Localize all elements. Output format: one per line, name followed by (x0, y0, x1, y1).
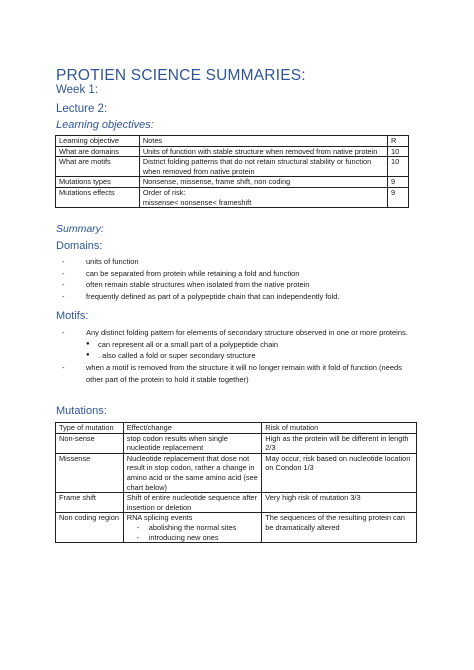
table-cell: Mutations effects (56, 187, 140, 207)
mutations-heading: Mutations: (56, 405, 107, 417)
table-row (56, 187, 409, 207)
rna-splicing-label: RNA splicing events (126, 513, 193, 523)
domains-list (62, 256, 340, 303)
list-item: - Any distinct folding pattern for elements of secondary structure observed in one or more proteins. (62, 328, 408, 337)
table-cell: Units of function with stable structure when removed from native protein (139, 146, 387, 157)
table-cell: Non coding region (56, 513, 124, 543)
table-cell: 9 (388, 177, 409, 188)
list-subitem: - abolishing the normal sites (136, 522, 237, 532)
table-cell: 10 (388, 146, 409, 157)
domains-heading: Domains: (56, 240, 103, 252)
page-title: PROTIEN SCIENCE SUMMARIES: (56, 67, 306, 84)
table-header-cell: Effect/change (123, 423, 262, 434)
table-cell: May occur, risk based on nucleotide location on Condon 1/3 (262, 453, 417, 492)
table-row (56, 513, 417, 543)
table-row (56, 433, 417, 453)
table-cell (139, 187, 387, 207)
table-header-cell: Risk of mutation (262, 423, 417, 434)
table-header-row (56, 136, 409, 147)
list-subitem: ● . also called a fold or super secondary structure (86, 351, 256, 361)
table-row (56, 493, 417, 513)
table-row (56, 453, 417, 492)
order-of-risk-line: missense< nonsense< frameshift (142, 197, 252, 207)
table-cell: What are motifs (56, 157, 140, 177)
list-subitem: ● can represent all or a small part of a polypeptide chain (86, 339, 279, 349)
list-item: - can be separated from protein while retaining a fold and function (62, 268, 300, 278)
table-header-cell: Learning objective (56, 136, 140, 147)
list-item: - units of function (62, 257, 139, 266)
learning-objectives-heading: Learning objectives: (56, 119, 154, 131)
table-row (56, 177, 409, 188)
table-cell: The sequences of the resulting protein can be dramatically altered (262, 513, 417, 543)
table-cell: 10 (388, 157, 409, 177)
table-cell: Frame shift (56, 493, 124, 513)
table-cell: Non-sense (56, 433, 124, 453)
table-cell: Nonsense, missense, frame shift, non coding (139, 177, 387, 188)
table-cell: Nucleotide replacement that dose not result in stop codon, rather a change in amino acid or the same amino acid (see chart below) (123, 453, 262, 492)
table-cell: High as the protein will be different in length 2/3 (262, 433, 417, 453)
motifs-heading: Motifs: (56, 310, 89, 322)
list-item: - often remain stable structures when isolated from the native protein (62, 280, 310, 290)
table-cell: Shift of entire nucleotide sequence after insertion or deletion (123, 493, 262, 513)
table-cell: What are domains (56, 146, 140, 157)
week-heading: Week 1: (56, 84, 98, 96)
table-header-row (56, 423, 417, 434)
order-of-risk-label: Order of risk: (142, 187, 186, 197)
table-cell: 9 (388, 187, 409, 207)
summary-heading: Summary: (56, 223, 104, 235)
table-row (56, 157, 409, 177)
table-header-cell: Type of mutation (56, 423, 124, 434)
motifs-list (62, 327, 412, 386)
learning-objectives-table (55, 135, 409, 208)
table-cell: Mutations types (56, 177, 140, 188)
table-cell: Very high risk of mutation 3/3 (262, 493, 417, 513)
table-cell: stop codon results when single nucleotide replacement (123, 433, 262, 453)
table-cell: District folding patterns that do not retain structural stability or function when removed from native protein (139, 157, 387, 177)
list-item: - frequently defined as part of a polypeptide chain that can independently fold. (62, 292, 340, 302)
lecture-heading: Lecture 2: (56, 103, 108, 115)
table-cell: Missense (56, 453, 124, 492)
table-header-cell: Notes (139, 136, 387, 147)
list-subitem: - introducing new ones (136, 532, 219, 542)
table-row (56, 146, 409, 157)
table-cell (123, 513, 262, 543)
list-item: - when a motif is removed from the structure it will no longer remain with it fold of function (needs other part of the protein to hold it stable together) (62, 363, 402, 384)
table-header-cell: R (388, 136, 409, 147)
mutations-table (55, 422, 417, 543)
